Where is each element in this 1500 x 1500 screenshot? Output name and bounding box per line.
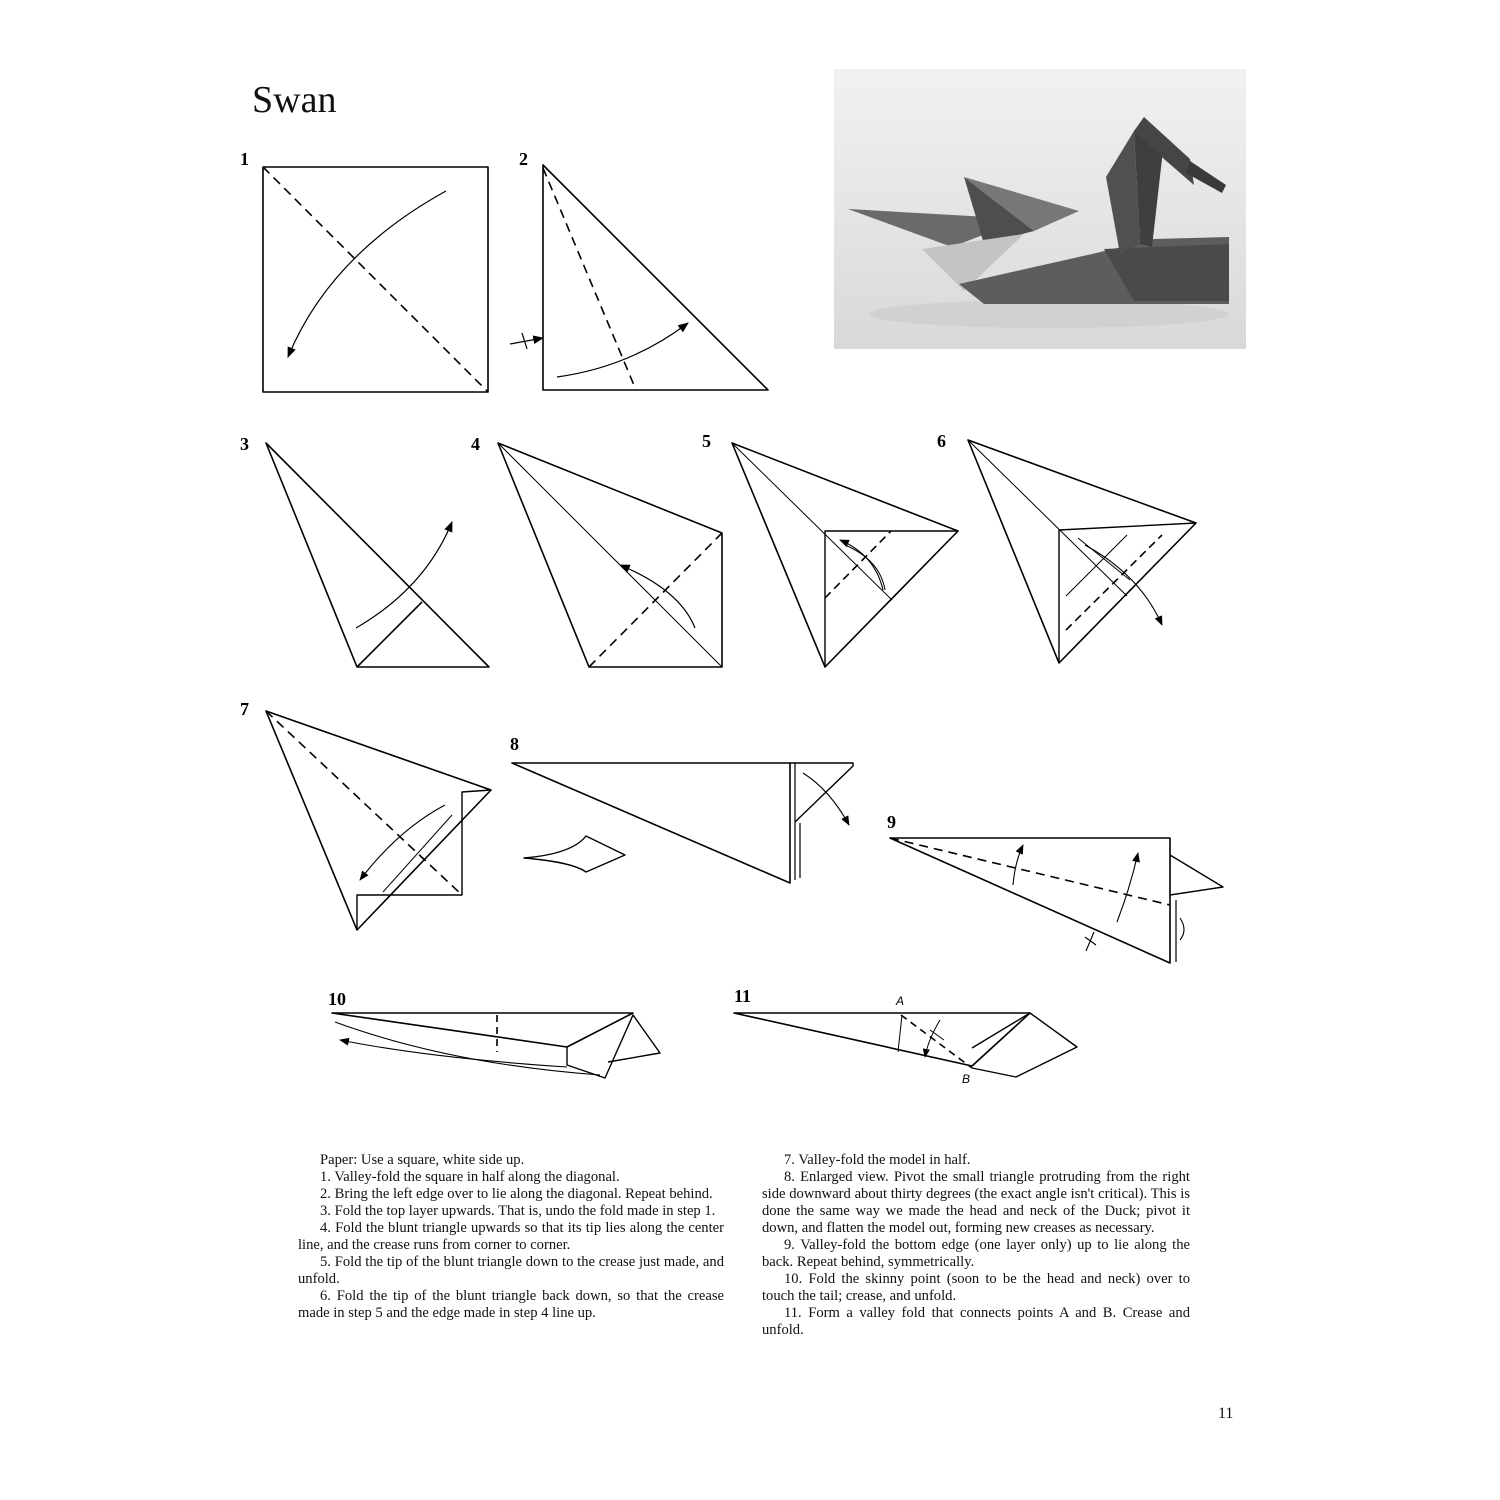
step-6-diagram — [968, 440, 1196, 663]
step-5-diagram — [732, 443, 958, 667]
transition-arrow — [524, 836, 625, 872]
page-number: 11 — [1218, 1405, 1234, 1422]
instruction-step-4: 4. Fold the blunt triangle upwards so that its tip lies along the center line, and the crease runs from corner to corner. — [298, 1220, 724, 1253]
step-number-6: 6 — [937, 431, 946, 451]
step-number-4: 4 — [471, 434, 480, 454]
instruction-step-8: 8. Enlarged view. Pivot the small triangle protruding from the right side downward about thirty degrees (the exact angle isn't critical). This is done the same way we made the head and neck of the Duck; pivot it down, and flatten the model out, forming new creases as necessary. — [762, 1169, 1190, 1236]
step-number-2: 2 — [519, 149, 528, 169]
instruction-step-7: 7. Valley-fold the model in half. — [784, 1152, 971, 1168]
step-10-diagram — [332, 1013, 660, 1078]
instruction-step-3: 3. Fold the top layer upwards. That is, undo the fold made in step 1. — [320, 1203, 716, 1219]
step-number-7: 7 — [240, 699, 249, 719]
page-title: Swan — [252, 79, 337, 121]
step-8-diagram — [512, 763, 853, 883]
step-number-5: 5 — [702, 431, 711, 451]
step-number-9: 9 — [887, 812, 896, 832]
step-7-diagram — [266, 711, 491, 930]
instruction-step-1: 1. Valley-fold the square in half along the diagonal. — [320, 1169, 620, 1185]
instruction-step-2: 2. Bring the left edge over to lie along the diagonal. Repeat behind. — [320, 1186, 713, 1202]
step-11-diagram — [734, 1013, 1077, 1077]
step-9-diagram — [890, 838, 1223, 963]
instruction-step-10: 10. Fold the skinny point (soon to be the head and neck) over to touch the tail; crease, and unfold. — [762, 1271, 1190, 1304]
step-number-3: 3 — [240, 434, 249, 454]
point-label-a: A — [896, 994, 905, 1008]
step-number-11: 11 — [734, 986, 752, 1006]
step-4-diagram — [498, 443, 722, 667]
step-number-10: 10 — [328, 989, 346, 1009]
step-2-diagram — [510, 165, 768, 390]
step-3-diagram — [266, 443, 489, 667]
instruction-step-9: 9. Valley-fold the bottom edge (one layer only) up to lie along the back. Repeat behind, symmetrically. — [762, 1237, 1190, 1270]
instructions-column-2 — [762, 1152, 1190, 1339]
step-1-diagram — [263, 167, 488, 392]
instructions-column-1 — [298, 1152, 724, 1322]
instruction-step-6: 6. Fold the tip of the blunt triangle back down, so that the crease made in step 5 and the edge made in step 4 line up. — [298, 1288, 724, 1321]
step-number-1: 1 — [240, 149, 249, 169]
step-number-8: 8 — [510, 734, 519, 754]
instruction-paper: Paper: Use a square, white side up. — [320, 1152, 525, 1168]
point-label-b: B — [962, 1072, 971, 1086]
instruction-step-5: 5. Fold the tip of the blunt triangle down to the crease just made, and unfold. — [298, 1254, 724, 1287]
instruction-step-11: 11. Form a valley fold that connects points A and B. Crease and unfold. — [762, 1305, 1190, 1338]
